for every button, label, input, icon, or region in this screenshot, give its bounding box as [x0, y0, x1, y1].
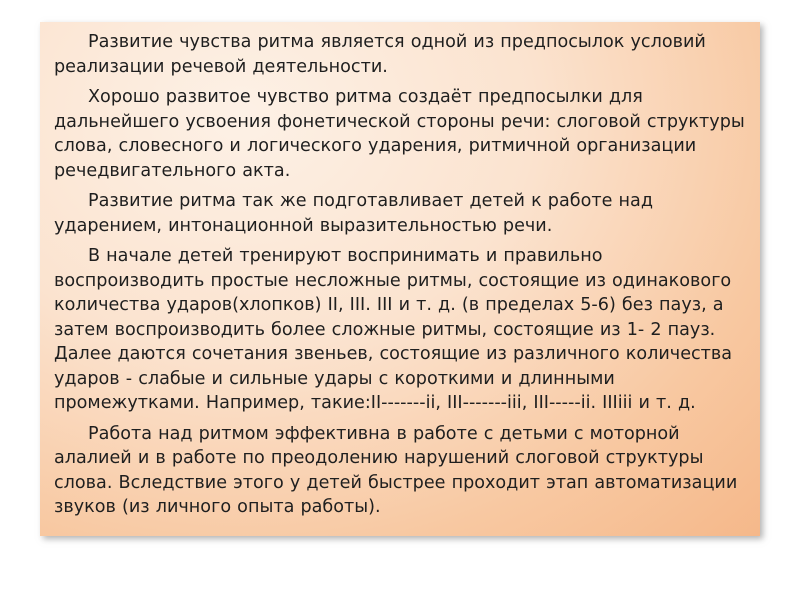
text-card [40, 22, 760, 536]
paragraph-3: Развитие ритма так же подготавливает детей к работе над ударением, интонационной выразительностью речи. [54, 191, 653, 236]
paragraph-5: Работа над ритмом эффективна в работе с детьми с моторной алалией и в работе по преодолению нарушений слоговой структуры слова. Вследствие этого у детей быстрее проходит этап автоматизации звуков (из личного опыта работы). [54, 423, 738, 517]
paragraph-4: В начале детей тренируют воспринимать и правильно воспроизводить простые несложные ритмы, состоящие из одинакового количества ударов(хлопков) II, III. III и т. д. (в пределах 5-6) без пауз, а затем воспроизводить более сложные ритмы, состоящие из 1- 2 пауз. Далее даются сочетания звеньев, состоящие из различного количества ударов - слабые и сильные удары с короткими и длинными промежутками. Например, такие:II-------ii, III-------iii, III-----ii. IIIiii и т. д. [54, 246, 733, 413]
paragraph-2: Хорошо развитое чувство ритма создаёт предпосылки для дальнейшего усвоения фонетической стороны речи: слоговой структуры слова, словесного и логического ударения, ритмичной организации речедвигательного акта. [54, 87, 745, 181]
paragraph-1: Развитие чувства ритма является одной из предпосылок условий реализации речевой деятельности. [54, 32, 706, 77]
